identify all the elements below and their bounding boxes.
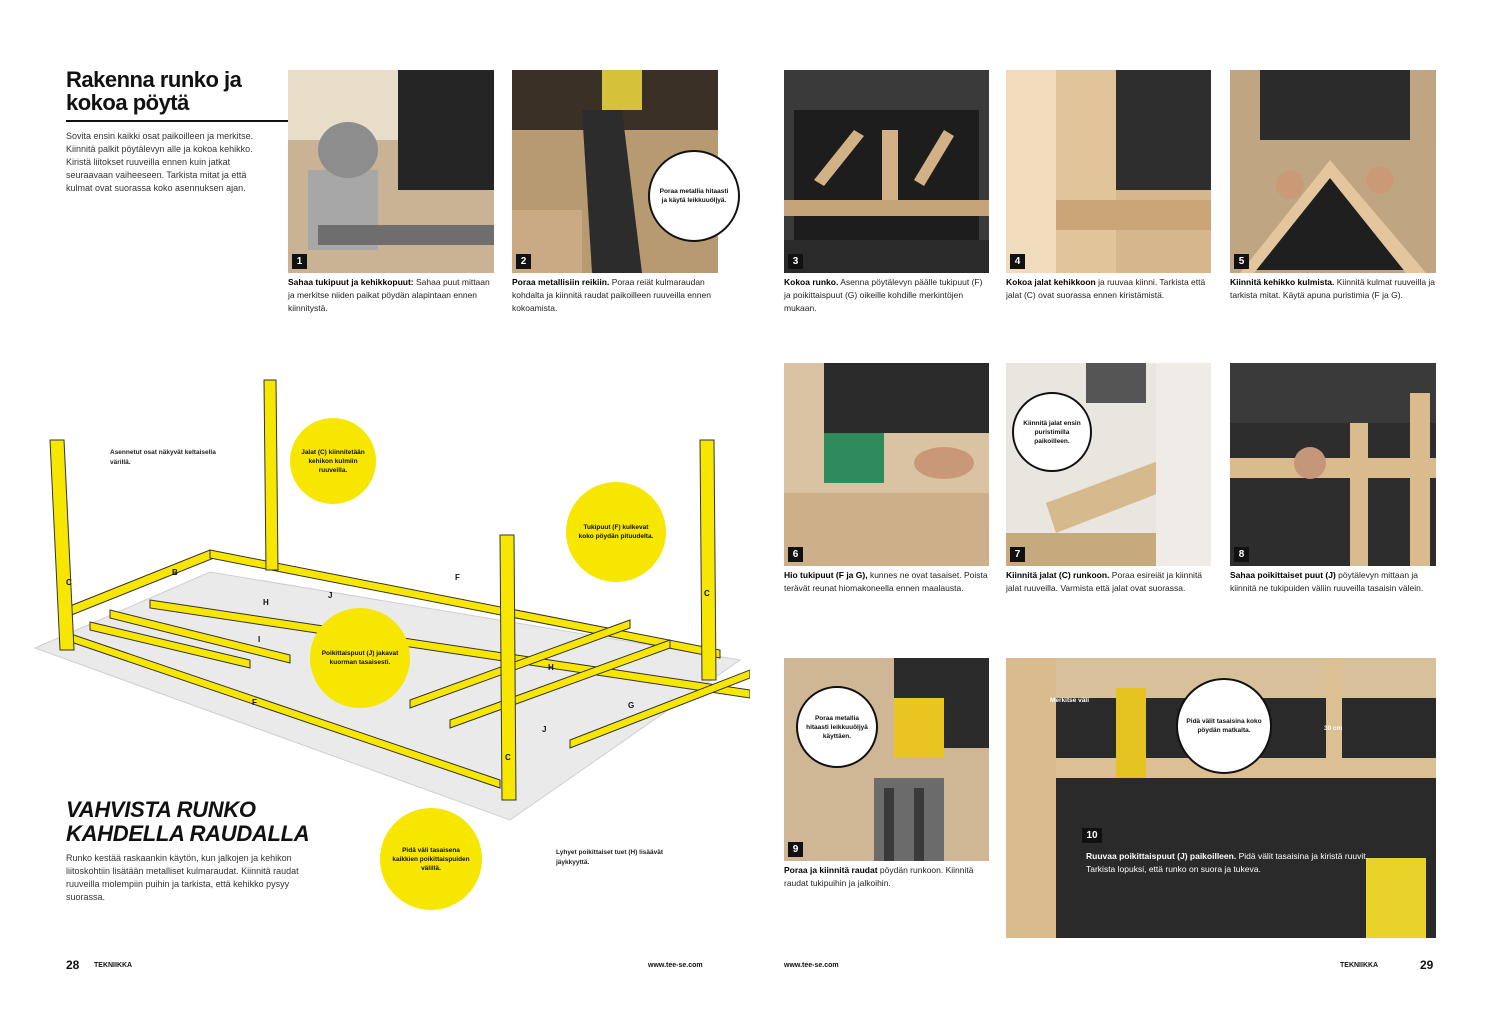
step-number: 9 <box>788 842 803 857</box>
step-8-caption-bold: Sahaa poikittaiset puut (J) <box>1230 570 1336 580</box>
step-9-caption-bold: Poraa ja kiinnitä raudat <box>784 865 878 875</box>
step-7-caption-bold: Kiinnitä jalat (C) runkoon. <box>1006 570 1110 580</box>
label-j: J <box>328 591 333 600</box>
label-b: B <box>172 568 178 577</box>
step-4-caption-text: ja ruuvaa kiinni. Tarkista että jalat (C) ovat suorassa ennen kiristämistä. <box>1006 277 1206 300</box>
yellow-callout: Tukipuut (F) kulkevat koko pöydän pituudelta. <box>566 482 666 582</box>
tip-bubble: Poraa metallia hitaasti leikkuuöljyä käyttäen. <box>796 686 878 768</box>
step-4-caption-bold: Kokoa jalat kehikkoon <box>1006 277 1096 287</box>
step-1-photo <box>288 70 494 273</box>
step-1-caption <box>288 276 494 315</box>
step-number: 3 <box>788 254 803 269</box>
step-number: 8 <box>1234 547 1249 562</box>
step-2-caption <box>512 276 718 315</box>
label-h: H <box>263 598 269 607</box>
step-3-photo <box>784 70 989 273</box>
step-number: 6 <box>788 547 803 562</box>
step-2-caption-bold: Poraa metallisiin reikiin. <box>512 277 610 287</box>
step-5-caption-text: Kiinnitä kulmat ruuveilla ja tarkista mitat. Käytä apuna puristimia (F ja G). <box>1230 277 1436 300</box>
step-1-caption-bold: Sahaa tukipuut ja kehikkopuut: <box>288 277 414 287</box>
step-3-caption <box>784 276 989 315</box>
step-10-caption <box>1086 850 1376 876</box>
yellow-callout: Poikittaispuut (J) jakavat kuorman tasaisesti. <box>310 608 410 708</box>
label-c: C <box>66 578 72 587</box>
diagram-note: Asennetut osat näkyvät keltaisella värillä. <box>110 449 216 466</box>
step-4-photo <box>1006 70 1211 273</box>
section-text: Runko kestää raskaankin käytön, kun jalkojen ja kehikon liitoskohtiin lisätään metalliset kulmaraudat. Kiinnitä raudat ruuveilla molempiin puihin ja tarkista, että kehikko pysyy suorassa. <box>66 853 299 902</box>
footer-url: www.tee-se.com <box>648 962 703 969</box>
step-1-caption-text: Sahaa puut mittaan ja merkitse niiden paikat pöydän alapintaan ennen kiinnitystä. <box>288 277 490 313</box>
step-number: 7 <box>1010 547 1025 562</box>
step-7-caption-text: Poraa esireiät ja kiinnitä jalat ruuveilla. Varmista että jalat ovat suorassa. <box>1006 570 1203 593</box>
step-number: 5 <box>1234 254 1249 269</box>
step-number: 4 <box>1010 254 1025 269</box>
title-rule <box>66 120 288 122</box>
label-f: F <box>455 573 460 582</box>
step-10-caption-bold: Ruuvaa poikittaispuut (J) paikoilleen. <box>1086 851 1237 861</box>
label-j-2: J <box>542 725 547 734</box>
step-2-caption-text: Poraa reiät kulmaraudan kohdalta ja kiinnitä raudat paikoilleen ruuveilla ennen kokoamista. <box>512 277 711 313</box>
label-c-3: C <box>704 589 710 598</box>
magazine-name: TEKNIIKKA <box>94 962 133 969</box>
step-9-caption <box>784 864 989 890</box>
page-number: 29 <box>1420 958 1434 972</box>
step-8-photo <box>1230 363 1436 566</box>
tip-bubble: Poraa metallia hitaasti ja käytä leikkuuöljyä. <box>648 150 740 242</box>
step-10-marker: Merkitse väli <box>1050 697 1090 704</box>
step-5-caption-bold: Kiinnitä kehikko kulmista. <box>1230 277 1335 287</box>
tip-bubble: Kiinnitä jalat ensin puristimilla paikoilleen. <box>1012 392 1092 472</box>
yellow-callout: Jalat (C) kiinnitetään kehikon kulmiin ruuveilla. <box>290 418 376 504</box>
step-3-caption-bold: Kokoa runko. <box>784 277 839 287</box>
step-10-caption-text: Pidä välit tasaisina ja kiristä ruuvit. Tarkista lopuksi, että runko on suora ja tukeva. <box>1086 851 1369 874</box>
step-4-caption <box>1006 276 1211 302</box>
label-h-2: H <box>548 663 554 672</box>
step-8-caption-text: pöytälevyn mittaan ja kiinnitä ne tukipuiden väliin ruuveilla tasaisin välein. <box>1230 570 1424 593</box>
step-8-caption <box>1230 569 1436 595</box>
step-5-photo <box>1230 70 1436 273</box>
frame-diagram <box>30 360 750 830</box>
page-number: 28 <box>66 958 80 972</box>
step-3-caption-text: Asenna pöytälevyn päälle tukipuut (F) ja poikittaispuut (G) oikeille kohdille merkintöjen mukaan. <box>784 277 983 313</box>
step-6-caption-bold: Hio tukipuut (F ja G), <box>784 570 868 580</box>
page-title: Rakenna runko ja kokoa pöytä <box>66 67 242 115</box>
measurement-label: 30 cm <box>1324 725 1343 732</box>
intro-text: Sovita ensin kaikki osat paikoilleen ja merkitse. Kiinnitä palkit pöytälevyn alle ja kokoa kehikko. Kiristä liitokset ruuveilla ennen kuin jatkat seuraavaan vaiheeseen. Tarkista mitat ja että kulmat ovat suorassa koko asennuksen ajan. <box>66 131 254 193</box>
diagram-note: Lyhyet poikittaiset tuet (H) lisäävät jäykkyyttä. <box>556 849 664 866</box>
step-6-photo <box>784 363 989 566</box>
step-number: 1 <box>292 254 307 269</box>
step-7-caption <box>1006 569 1211 595</box>
footer-url: www.tee-se.com <box>784 962 839 969</box>
label-g: G <box>628 701 635 710</box>
step-6-caption <box>784 569 989 595</box>
tip-bubble: Pidä välit tasaisina koko pöydän matkalta. <box>1176 678 1272 774</box>
step-6-caption-text: kunnes ne ovat tasaiset. Poista terävät reunat hiomakoneella ennen maalausta. <box>784 570 988 593</box>
step-number: 10 <box>1082 828 1102 843</box>
yellow-callout: Pidä väli tasaisena kaikkien poikittaispuiden välillä. <box>380 808 482 910</box>
magazine-name: TEKNIIKKA <box>1340 962 1379 969</box>
step-number: 2 <box>516 254 531 269</box>
label-f-2: F <box>252 698 257 707</box>
label-i: I <box>258 635 261 644</box>
section-heading: VAHVISTA RUNKO KAHDELLA RAUDALLA <box>66 797 310 846</box>
label-c-2: C <box>505 753 511 762</box>
step-5-caption <box>1230 276 1436 302</box>
step-9-caption-text: pöydän runkoon. Kiinnitä raudat tukipuihin ja jalkoihin. <box>784 865 974 888</box>
